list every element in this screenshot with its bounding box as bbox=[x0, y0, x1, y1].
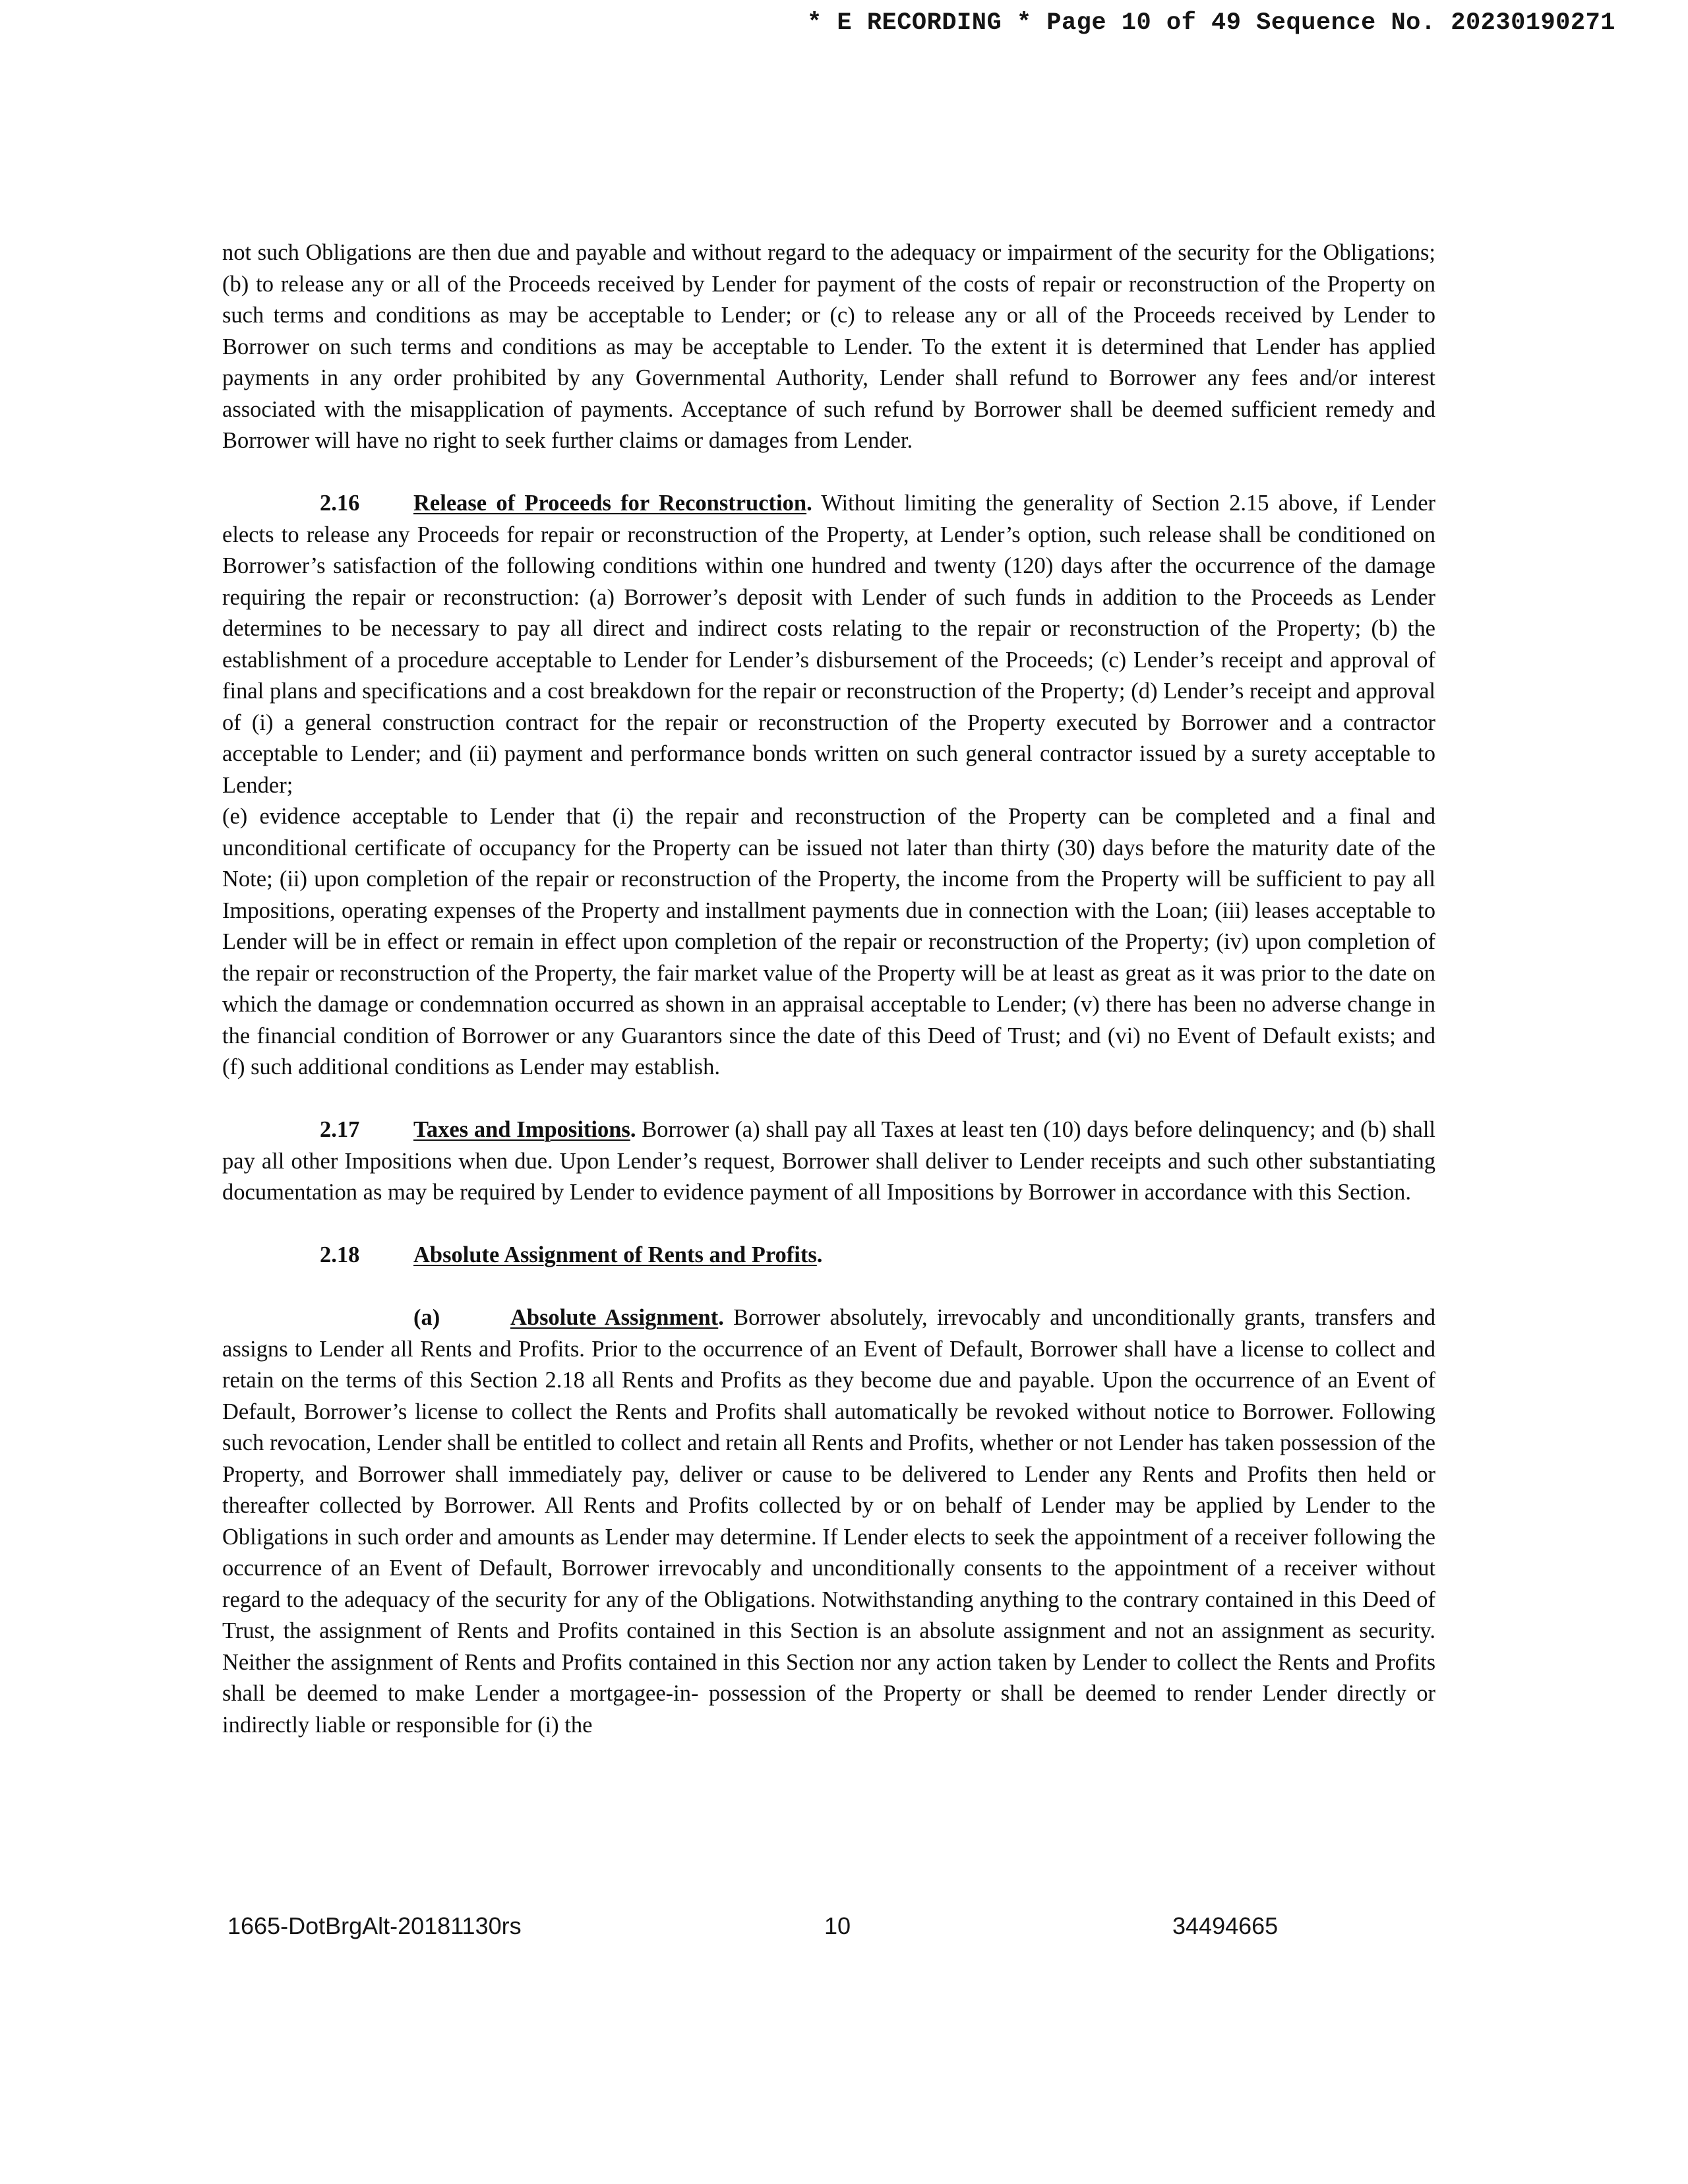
section-2-18 bbox=[222, 1240, 1435, 1271]
section-2-16 bbox=[222, 488, 1435, 801]
paragraph-gap bbox=[222, 1083, 1435, 1115]
section-2-17 bbox=[222, 1114, 1435, 1209]
section-2-16-continued: (e) evidence acceptable to Lender that (i) the repair and reconstruction of the Property can be completed and a final and unconditional certificate of occupancy for the Property can be issued not later than thirty (30) days before the maturity date of the Note; (ii) upon completion of the repair or reconstruction of the Property, the income from the Property will be sufficient to pay all Impositions, operating expenses of the Property and installment payments due in connection with the Loan; (iii) leases acceptable to Lender will be in effect or remain in effect upon completion of the repair or reconstruction of the Property; (iv) upon completion of the repair or reconstruction of the Property, the fair market value of the Property will be at least as great as it was prior to the date on which the damage or condemnation occurred as shown in an appraisal acceptable to Lender; (v) there has been no adverse change in the financial condition of Borrower or any Guarantors since the date of this Deed of Trust; and (vi) no Event of Default exists; and (f) such additional conditions as Lender may establish. bbox=[222, 804, 1435, 1079]
subsection-text: Borrower absolutely, irrevocably and unconditionally grants, transfers and assigns to Lender all Rents and Profits. Prior to the occurrence of an Event of Default, Borrower shall have a license to collect and retain on the terms of this Section 2.18 all Rents and Profits as they become due and payable. Upon the occurrence of an Event of Default, Borrower’s license to collect the Rents and Profits shall automatically be revoked without notice to Borrower. Following such revocation, Lender shall be entitled to collect and retain all Rents and Profits, whether or not Lender has taken possession of the Property, and Borrower shall immediately pay, deliver or cause to be delivered to Lender any Rents and Profits then held or thereafter collected by Borrower. All Rents and Profits collected by or on behalf of Lender may be applied by Lender to the Obligations in such order and amounts as Lender may determine. If Lender elects to seek the appointment of a receiver following the occurrence of an Event of Default, Borrower irrevocably and unconditionally consents to the appointment of a receiver without regard to the adequacy of the security for any of the Obligations. Notwithstanding anything to the contrary contained in this Deed of Trust, the assignment of Rents and Profits contained in this Section is an absolute assignment and not an assignment as security. Neither the assignment of Rents and Profits contained in this Section nor any action taken by Lender to collect the Rents and Profits shall be deemed to make Lender a mortgagee-in- possession of the Property or shall be deemed to render Lender directly or indirectly liable or responsible for (i) the bbox=[222, 1305, 1436, 1738]
heading-period: . bbox=[630, 1117, 636, 1142]
recording-header: * E RECORDING * Page 10 of 49 Sequence No. 20230190271 bbox=[807, 9, 1615, 37]
section-number: 2.17 bbox=[320, 1117, 360, 1142]
section-heading: Taxes and Impositions bbox=[413, 1117, 630, 1142]
section-heading: Absolute Assignment of Rents and Profits bbox=[413, 1242, 817, 1267]
heading-period: . bbox=[806, 491, 812, 516]
subsection-a bbox=[222, 1302, 1435, 1741]
paragraph-gap bbox=[222, 1209, 1435, 1240]
subsection-heading: Absolute Assignment bbox=[510, 1305, 719, 1330]
section-text: Without limiting the generality of Section 2.15 above, if Lender elects to release any Proceeds for repair or reconstruction of the Property, at Lender’s option, such release shall be conditioned on Borrower’s satisfaction of the following conditions within one hundred and twenty (120) days after the occurrence of the damage requiring the repair or reconstruction: (a) Borrower’s deposit with Lender of such funds in addition to the Proceeds as Lender determines to be necessary to pay all direct and indirect costs relating to the repair or reconstruction of the Property; (b) the establishment of a procedure acceptable to Lender for Lender’s disbursement of the Proceeds; (c) Lender’s receipt and approval of final plans and specifications and a cost breakdown for the repair or reconstruction of the Property; (d) Lender’s receipt and approval of (i) a general construction contract for the repair or reconstruction of the Property executed by Borrower and a contractor acceptable to Lender; and (ii) payment and performance bonds written on such general contractor issued by a surety acceptable to Lender; bbox=[222, 491, 1436, 798]
continuation-paragraph: not such Obligations are then due and payable and without regard to the adequacy or impairment of the security for the Obligations; (b) to release any or all of the Proceeds received by Lender for payment of the costs of repair or reconstruction of the Property on such terms and conditions as may be acceptable to Lender; or (c) to release any or all of the Proceeds received by Lender to Borrower on such terms and conditions as may be acceptable to Lender. To the extent it is determined that Lender has applied payments in any order prohibited by any Governmental Authority, Lender shall refund to Borrower any fees and/or interest associated with the misapplication of payments. Acceptance of such refund by Borrower shall be deemed sufficient remedy and Borrower will have no right to seek further claims or damages from Lender. bbox=[222, 240, 1435, 453]
heading-period: . bbox=[816, 1242, 823, 1267]
section-number: 2.18 bbox=[320, 1242, 360, 1267]
paragraph-gap bbox=[222, 457, 1435, 489]
footer-loan-number: 34494665 bbox=[1172, 1912, 1279, 1939]
footer-doc-id: 1665-DotBrgAlt-20181130rs bbox=[227, 1912, 522, 1939]
section-text: Borrower (a) shall pay all Taxes at least ten (10) days before delinquency; and (b) shall pay all other Impositions when due. Upon Lender’s request, Borrower shall deliver to Lender receipts and such other substantiating documentation as may be required by Lender to evidence payment of all Impositions by Borrower in accordance with this Section. bbox=[222, 1117, 1435, 1205]
footer-page-number: 10 bbox=[824, 1912, 851, 1939]
subsection-label: (a) bbox=[413, 1305, 440, 1330]
document-body bbox=[222, 237, 1435, 1741]
section-number: 2.16 bbox=[320, 491, 360, 516]
section-heading: Release of Proceeds for Reconstruction bbox=[413, 491, 807, 516]
paragraph-gap bbox=[222, 1271, 1435, 1303]
heading-period: . bbox=[718, 1305, 724, 1330]
